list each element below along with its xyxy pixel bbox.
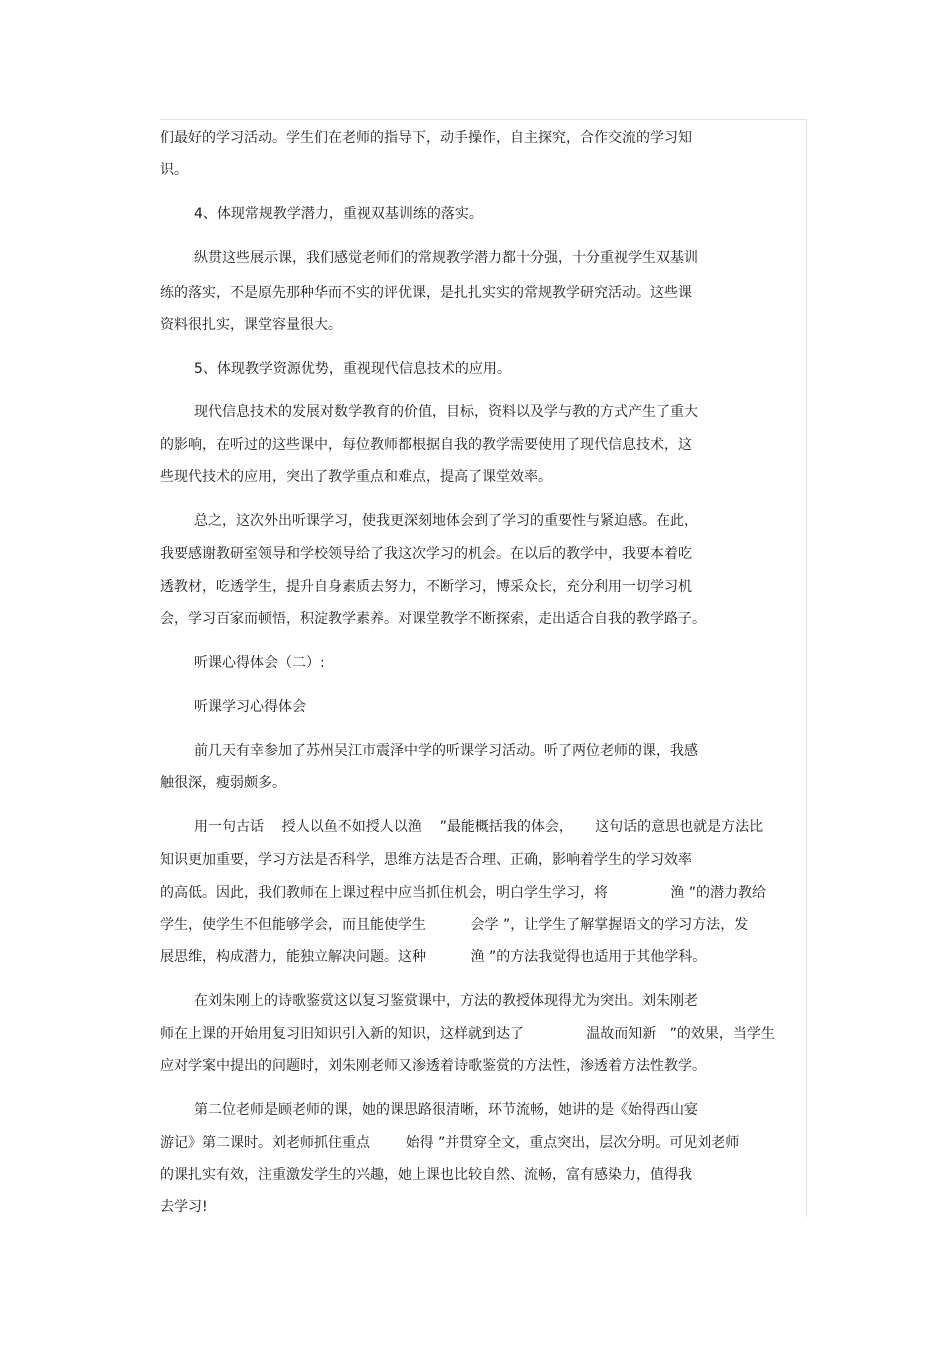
text-line: 游记》第二课时。刘老师抓住重点 始得 ”并贯穿全文，重点突出，层次分明。可见刘老师 xyxy=(160,1135,740,1151)
text-line: 去学习! xyxy=(160,1199,208,1215)
section-heading: 4、体现常规教学潜力，重视双基训练的落实。 xyxy=(194,206,483,222)
section-heading: 听课心得体会（二）: xyxy=(194,655,325,671)
text-line: 现代信息技术的发展对数学教育的价值，目标，资料以及学与教的方式产生了重大 xyxy=(194,404,698,420)
text-line: 识。 xyxy=(160,162,188,178)
text-line: 学生，使学生不但能够学会，而且能使学生 会学 ”，让学生了解掌握语文的学习方法，发 xyxy=(160,917,749,933)
text-line: 在刘朱刚上的诗歌鉴赏这以复习鉴赏课中，方法的教授体现得尤为突出。刘朱刚老 xyxy=(194,993,698,1009)
text-line: 总之，这次外出听课学习，使我更深刻地体会到了学习的重要性与紧迫感。在此， xyxy=(194,513,698,529)
text-line: 资料很扎实，课堂容量很大。 xyxy=(160,317,342,333)
text-line: 知识更加重要，学习方法是否科学，思维方法是否合理、正确，影响着学生的学习效率 xyxy=(160,852,692,868)
page-frame-right-border xyxy=(806,119,807,1217)
text-line: 我要感谢教研室领导和学校领导给了我这次学习的机会。在以后的教学中，我要本着吃 xyxy=(160,546,692,562)
text-line: 们最好的学习活动。学生们在老师的指导下，动手操作，自主探究，合作交流的学习知 xyxy=(160,130,692,146)
text-line: 用一句古话 授人以鱼不如授人以渔 ”最能概括我的体会， 这句话的意思也就是方法比 xyxy=(194,819,764,835)
text-line: 触很深，瘦弱颇多。 xyxy=(160,775,286,791)
text-line: 第二位老师是顾老师的课，她的课思路很清晰，环节流畅，她讲的是《始得西山宴 xyxy=(194,1102,698,1118)
text-line: 练的落实，不是原先那种华而不实的评优课，是扎扎实实的常规教学研究活动。这些课 xyxy=(160,285,692,301)
text-line: 纵贯这些展示课，我们感觉老师们的常规教学潜力都十分强，十分重视学生双基训 xyxy=(194,250,698,266)
page-frame-top-border xyxy=(160,119,807,120)
section-heading: 听课学习心得体会 xyxy=(194,699,306,715)
text-line: 应对学案中提出的问题时，刘朱刚老师又渗透着诗歌鉴赏的方法性，渗透着方法性教学。 xyxy=(160,1058,706,1074)
text-line: 展思维，构成潜力，能独立解决问题。这种 渔 ”的方法我觉得也适用于其他学科。 xyxy=(160,949,707,965)
text-line: 的高低。因此，我们教师在上课过程中应当抓住机会，明白学生学习，将 渔 ”的潜力教给 xyxy=(160,885,767,901)
text-line: 的课扎实有效，注重激发学生的兴趣，她上课也比较自然、流畅，富有感染力，值得我 xyxy=(160,1167,692,1183)
text-line: 些现代技术的应用，突出了教学重点和难点，提高了课堂效率。 xyxy=(160,469,552,485)
text-line: 会，学习百家而顿悟，积淀教学素养。对课堂教学不断探索，走出适合自我的教学路子。 xyxy=(160,611,706,627)
text-line: 前几天有幸参加了苏州吴江市震泽中学的听课学习活动。听了两位老师的课，我感 xyxy=(194,743,698,759)
text-line: 透教材，吃透学生，提升自身素质去努力，不断学习，博采众长，充分利用一切学习机 xyxy=(160,579,692,595)
section-heading: 5、体现教学资源优势，重视现代信息技术的应用。 xyxy=(194,361,511,377)
text-line: 的影响，在听过的这些课中，每位教师都根据自我的教学需要使用了现代信息技术，这 xyxy=(160,437,692,453)
text-line: 师在上课的开始用复习旧知识引入新的知识，这样就到达了 温故而知新 ”的效果，当学生 xyxy=(160,1026,775,1042)
